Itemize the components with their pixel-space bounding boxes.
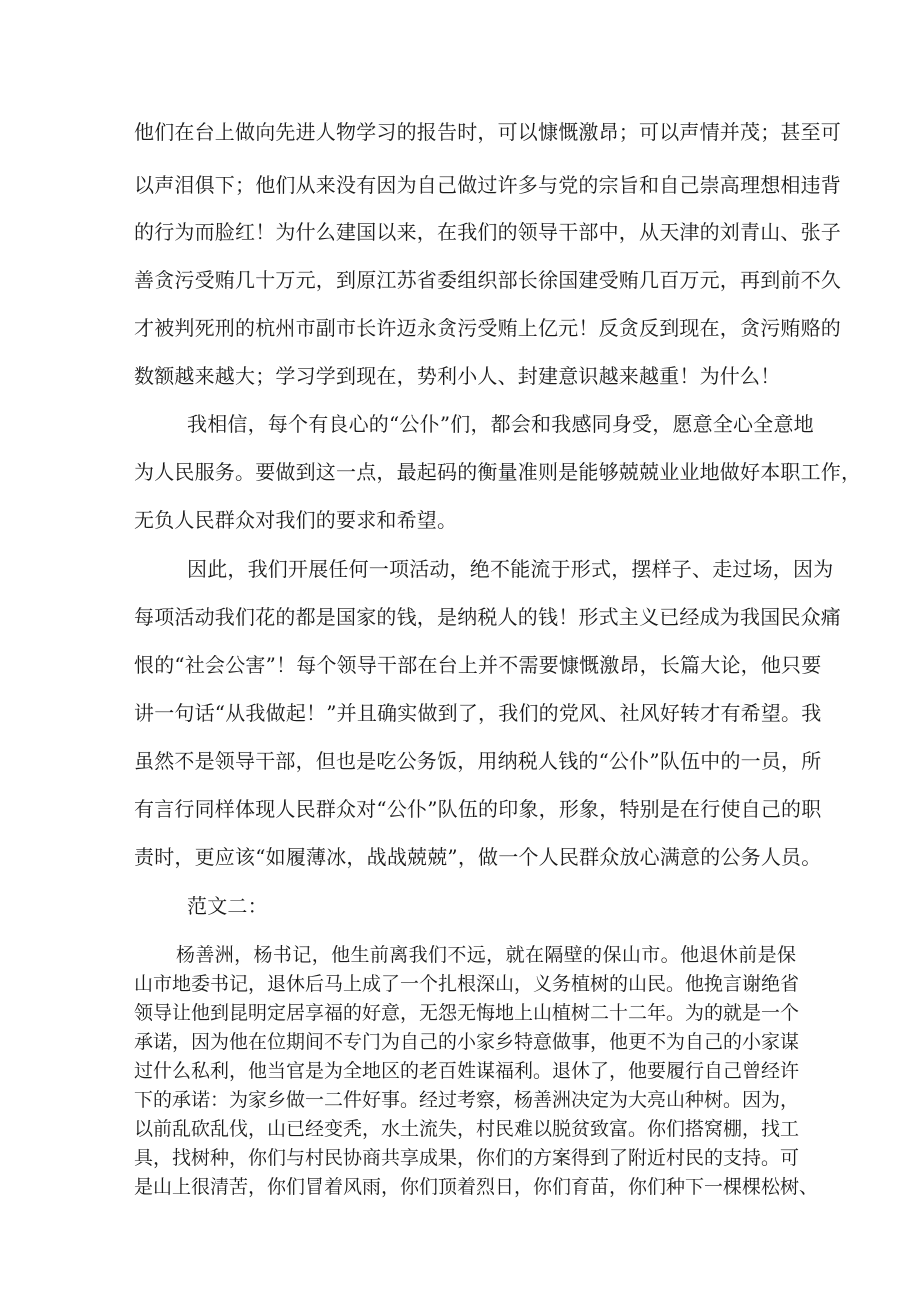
paragraph-line: 恨的“社会公害”！每个领导干部在台上并不需要慷慨激昂，长篇大论，他只要 xyxy=(134,653,822,677)
paragraph-line: 善贪污受贿几十万元，到原江苏省委组织部长徐国建受贿几百万元，再到前不久 xyxy=(134,268,841,292)
paragraph-line: 我相信，每个有良心的“公仆”们，都会和我感同身受，愿意全心全意地 xyxy=(187,412,814,436)
paragraph-line: 为人民服务。要做到这一点，最起码的衡量准则是能够兢兢业业地做好本职工作， xyxy=(134,460,862,484)
paragraph-line: 讲一句话“从我做起！”并且确实做到了，我们的党风、社风好转才有希望。我 xyxy=(134,701,822,725)
section-heading: 范文二： xyxy=(187,894,268,918)
paragraph-line: 数额越来越大；学习学到现在，势利小人、封建意识越来越重！为什么！ xyxy=(134,364,781,388)
paragraph-line: 以声泪俱下；他们从来没有因为自己做过许多与党的宗旨和自己崇高理想相违背 xyxy=(134,173,841,197)
paragraph-line: 以前乱砍乱伐，山已经变秃，水土流失，村民难以脱贫致富。你们搭窝棚，找工 xyxy=(134,1118,800,1140)
paragraph-line: 是山上很清苦，你们冒着风雨，你们顶着烈日，你们育苗，你们种下一棵棵松树、 xyxy=(134,1176,819,1198)
paragraph-line: 才被判死刑的杭州市副市长许迈永贪污受贿上亿元！反贪反到现在，贪污贿赂的 xyxy=(134,316,841,340)
paragraph-line: 虽然不是领导干部，但也是吃公务饭，用纳税人钱的“公仆”队伍中的一员，所 xyxy=(134,749,822,773)
paragraph-line: 他们在台上做向先进人物学习的报告时，可以慷慨激昂；可以声情并茂；甚至可 xyxy=(134,120,841,144)
paragraph-line: 山市地委书记，退休后马上成了一个扎根深山，义务植树的山民。他挽言谢绝省 xyxy=(134,973,800,995)
paragraph-line: 领导让他到昆明定居享福的好意，无怨无悔地上山植树二十二年。为的就是一个 xyxy=(134,1002,800,1024)
paragraph-line: 因此，我们开展任何一项活动，绝不能流于形式，摆样子、走过场，因为 xyxy=(187,557,834,581)
paragraph-line: 有言行同样体现人民群众对“公仆”队伍的印象，形象，特别是在行使自己的职 xyxy=(134,797,822,821)
paragraph-line: 的行为而脸红！为什么建国以来，在我们的领导干部中，从天津的刘青山、张子 xyxy=(134,220,841,244)
paragraph-line: 无负人民群众对我们的要求和希望。 xyxy=(134,508,458,532)
paragraph-line: 每项活动我们花的都是国家的钱，是纳税人的钱！形式主义已经成为我国民众痛 xyxy=(134,605,841,629)
paragraph-line: 承诺，因为他在位期间不专门为自己的小家乡特意做事，他更不为自己的小家谋 xyxy=(134,1031,800,1053)
paragraph-line: 下的承诺：为家乡做一二件好事。经过考察，杨善洲决定为大亮山种树。因为， xyxy=(134,1089,800,1111)
paragraph-line: 杨善洲，杨书记，他生前离我们不远，就在隔壁的保山市。他退休前是保 xyxy=(176,944,796,966)
paragraph-line: 责时，更应该“如履薄冰，战战兢兢”，做一个人民群众放心满意的公务人员。 xyxy=(134,845,822,869)
paragraph-line: 具，找树种，你们与村民协商共享成果，你们的方案得到了附近村民的支持。可 xyxy=(134,1147,800,1169)
paragraph-line: 过什么私利，他当官是为全地区的老百姓谋福利。退休了，他要履行自己曾经许 xyxy=(134,1060,800,1082)
